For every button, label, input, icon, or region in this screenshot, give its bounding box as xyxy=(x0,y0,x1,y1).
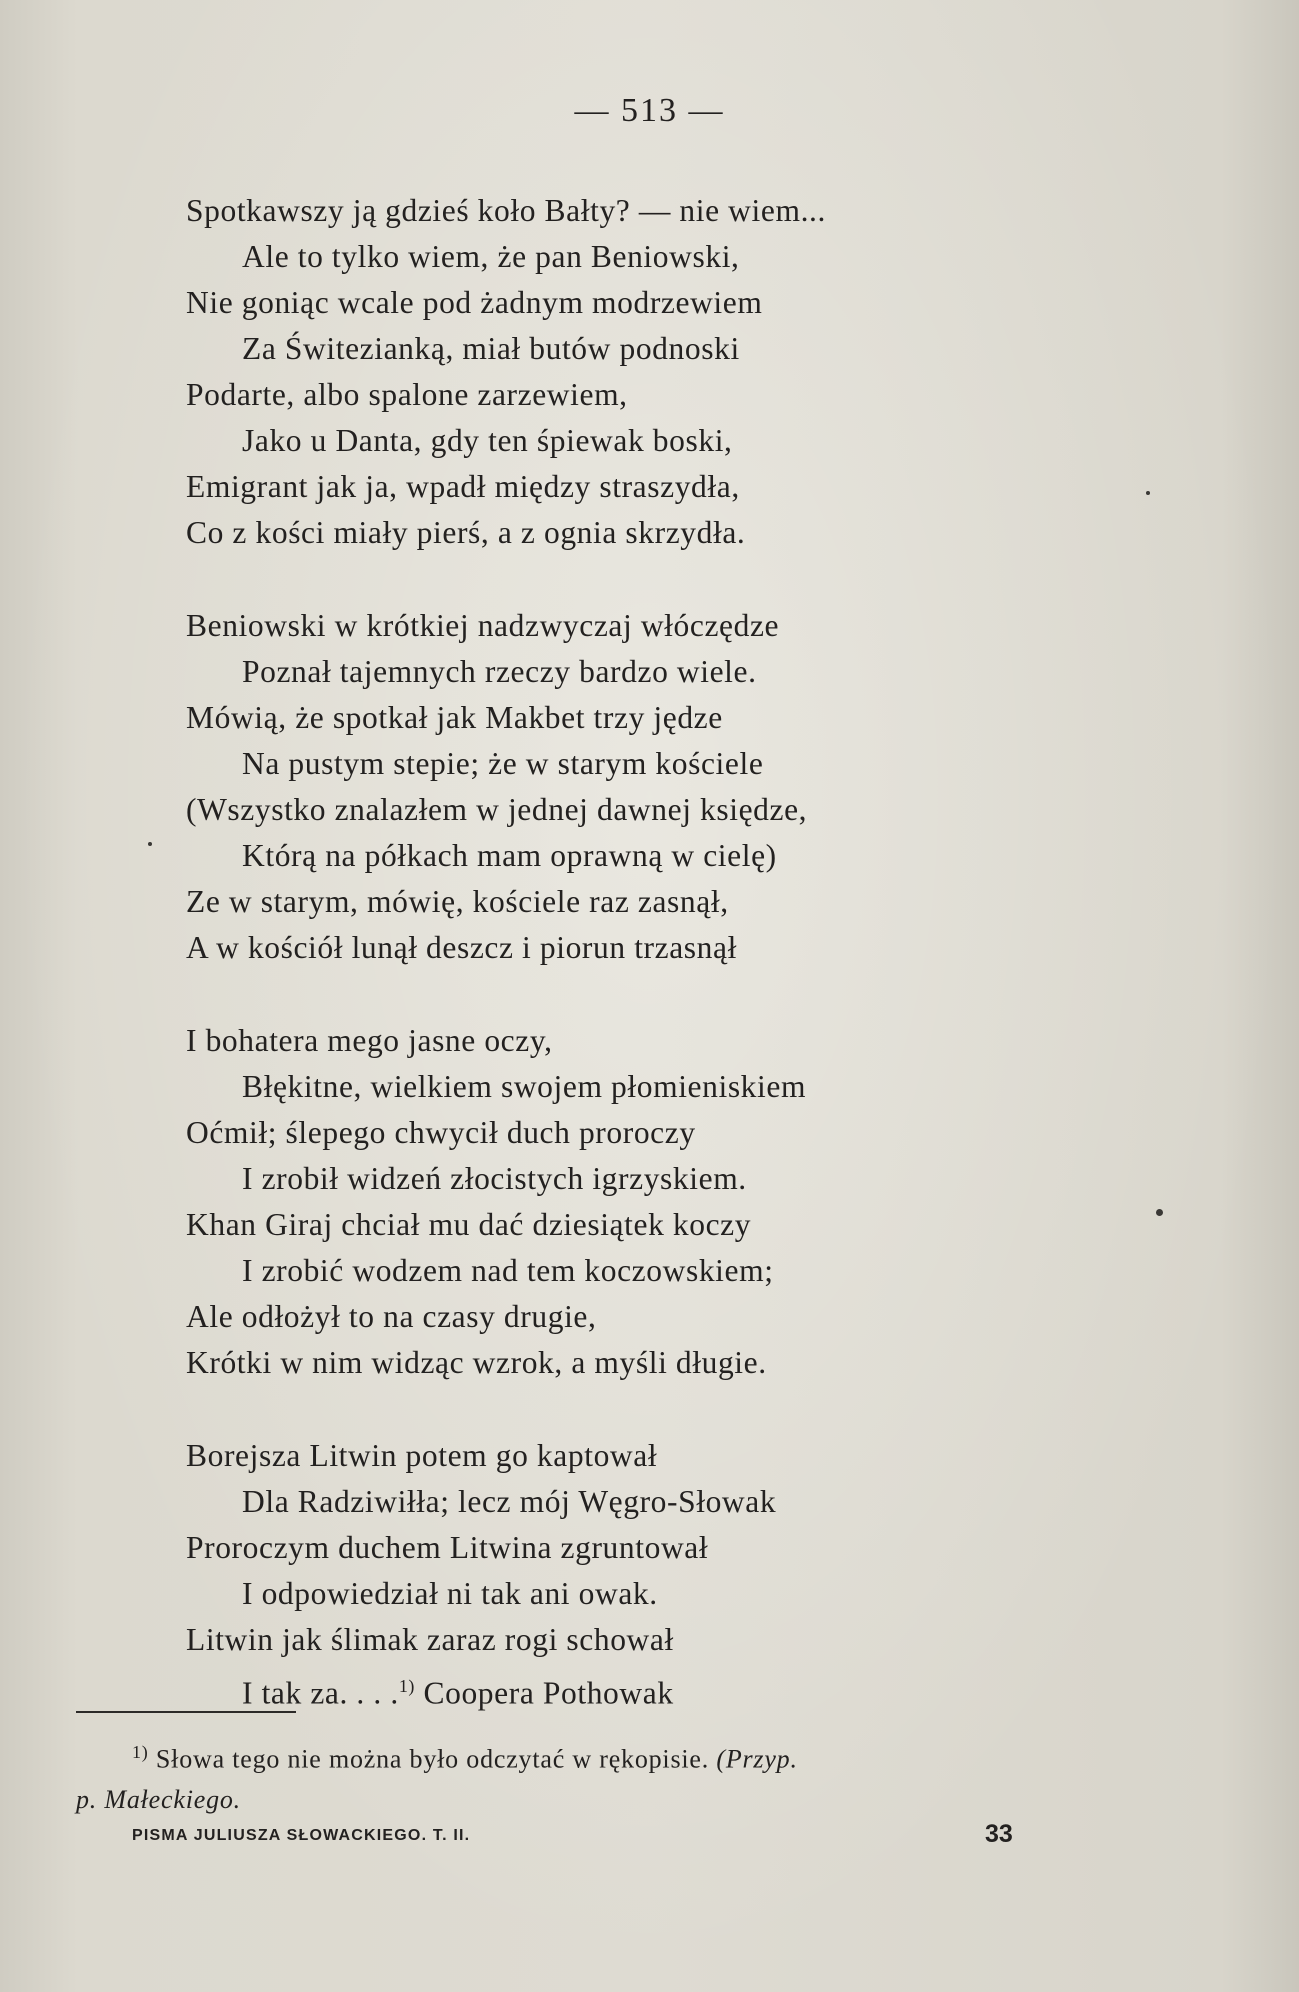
stanza-2 xyxy=(186,603,1146,971)
poem-line: I odpowiedział ni tak ani owak. xyxy=(242,1576,658,1611)
poem-line: Oćmił; ślepego chwycił duch proroczy xyxy=(186,1115,696,1150)
stanza-3 xyxy=(186,1018,1146,1386)
footnote-reference: 1) xyxy=(398,1676,416,1696)
poem-line: Ale to tylko wiem, że pan Beniowski, xyxy=(242,239,740,274)
poem-line: Krótki w nim widząc wzrok, a myśli długie. xyxy=(186,1345,767,1380)
footnote-attribution: (Przyp. xyxy=(716,1744,798,1774)
line-text: I tak za. . . . xyxy=(242,1675,399,1711)
poem-line: Proroczym duchem Litwina zgruntował xyxy=(186,1530,709,1565)
poem-line: Jako u Danta, gdy ten śpiewak boski, xyxy=(242,423,733,458)
printer-signature: PISMA JULIUSZA SŁOWACKIEGO. T. II. xyxy=(132,1827,471,1844)
page-number: — 513 — xyxy=(574,92,725,129)
stanza-4 xyxy=(186,1433,1146,1709)
poem-line: Beniowski w krótkiej nadzwyczaj włóczędze xyxy=(186,608,780,643)
poem-line: Podarte, albo spalone zarzewiem, xyxy=(186,377,628,412)
poem-line: Nie goniąc wcale pod żadnym modrzewiem xyxy=(186,285,763,320)
poem-line: Litwin jak ślimak zaraz rogi schował xyxy=(186,1622,674,1657)
footnote-divider xyxy=(76,1711,296,1713)
poem-line: A w kościół lunął deszcz i piorun trzasnął xyxy=(186,930,737,965)
ink-speck xyxy=(1146,491,1150,495)
ink-speck xyxy=(148,842,152,846)
footnote-text: Słowa tego nie można było odczytać w rękopisie. xyxy=(155,1744,710,1774)
poem-line: Spotkawszy ją gdzieś koło Bałty? — nie wiem... xyxy=(186,193,826,228)
poem-line: Borejsza Litwin potem go kaptował xyxy=(186,1438,658,1473)
poem-line: Ze w starym, mówię, kościele raz zasnął, xyxy=(186,884,729,919)
sheet-number: 33 xyxy=(985,1820,1013,1848)
poem-line: (Wszystko znalazłem w jednej dawnej księdze, xyxy=(186,792,808,827)
ink-speck xyxy=(1156,1209,1163,1216)
footnote xyxy=(76,1732,1086,1820)
poem-line: Mówią, że spotkał jak Makbet trzy jędze xyxy=(186,700,723,735)
poem-line: Którą na półkach mam oprawną w cielę) xyxy=(242,838,777,873)
line-text: Coopera Pothowak xyxy=(423,1675,674,1711)
poem-line: Co z kości miały pierś, a z ognia skrzydła. xyxy=(186,515,746,550)
stanza-1 xyxy=(186,188,1146,556)
poem-line: I zrobić wodzem nad tem koczowskiem; xyxy=(242,1253,774,1288)
poem-line: Za Świtezianką, miał butów podnoski xyxy=(242,331,740,366)
poem-line: Dla Radziwiłła; lecz mój Węgro-Słowak xyxy=(242,1484,777,1519)
footnote-marker: 1) xyxy=(132,1742,149,1762)
poem-line: I bohatera mego jasne oczy, xyxy=(186,1023,553,1058)
footnote-line xyxy=(76,1732,1086,1780)
poem-line: Khan Giraj chciał mu dać dziesiątek koczy xyxy=(186,1207,752,1242)
poem-line: Ale odłożył to na czasy drugie, xyxy=(186,1299,597,1334)
poem-line: Emigrant jak ja, wpadł między straszydła, xyxy=(186,469,740,504)
poem xyxy=(186,188,1146,1756)
poem-line: I zrobił widzeń złocistych igrzyskiem. xyxy=(242,1161,747,1196)
poem-line: Poznał tajemnych rzeczy bardzo wiele. xyxy=(242,654,757,689)
poem-line-with-footnote xyxy=(186,1663,1146,1709)
poem-line: Błękitne, wielkiem swojem płomieniskiem xyxy=(242,1069,807,1104)
poem-line: Na pustym stepie; że w starym kościele xyxy=(242,746,764,781)
footnote-attribution-continued: p. Małeckiego. xyxy=(76,1784,241,1814)
